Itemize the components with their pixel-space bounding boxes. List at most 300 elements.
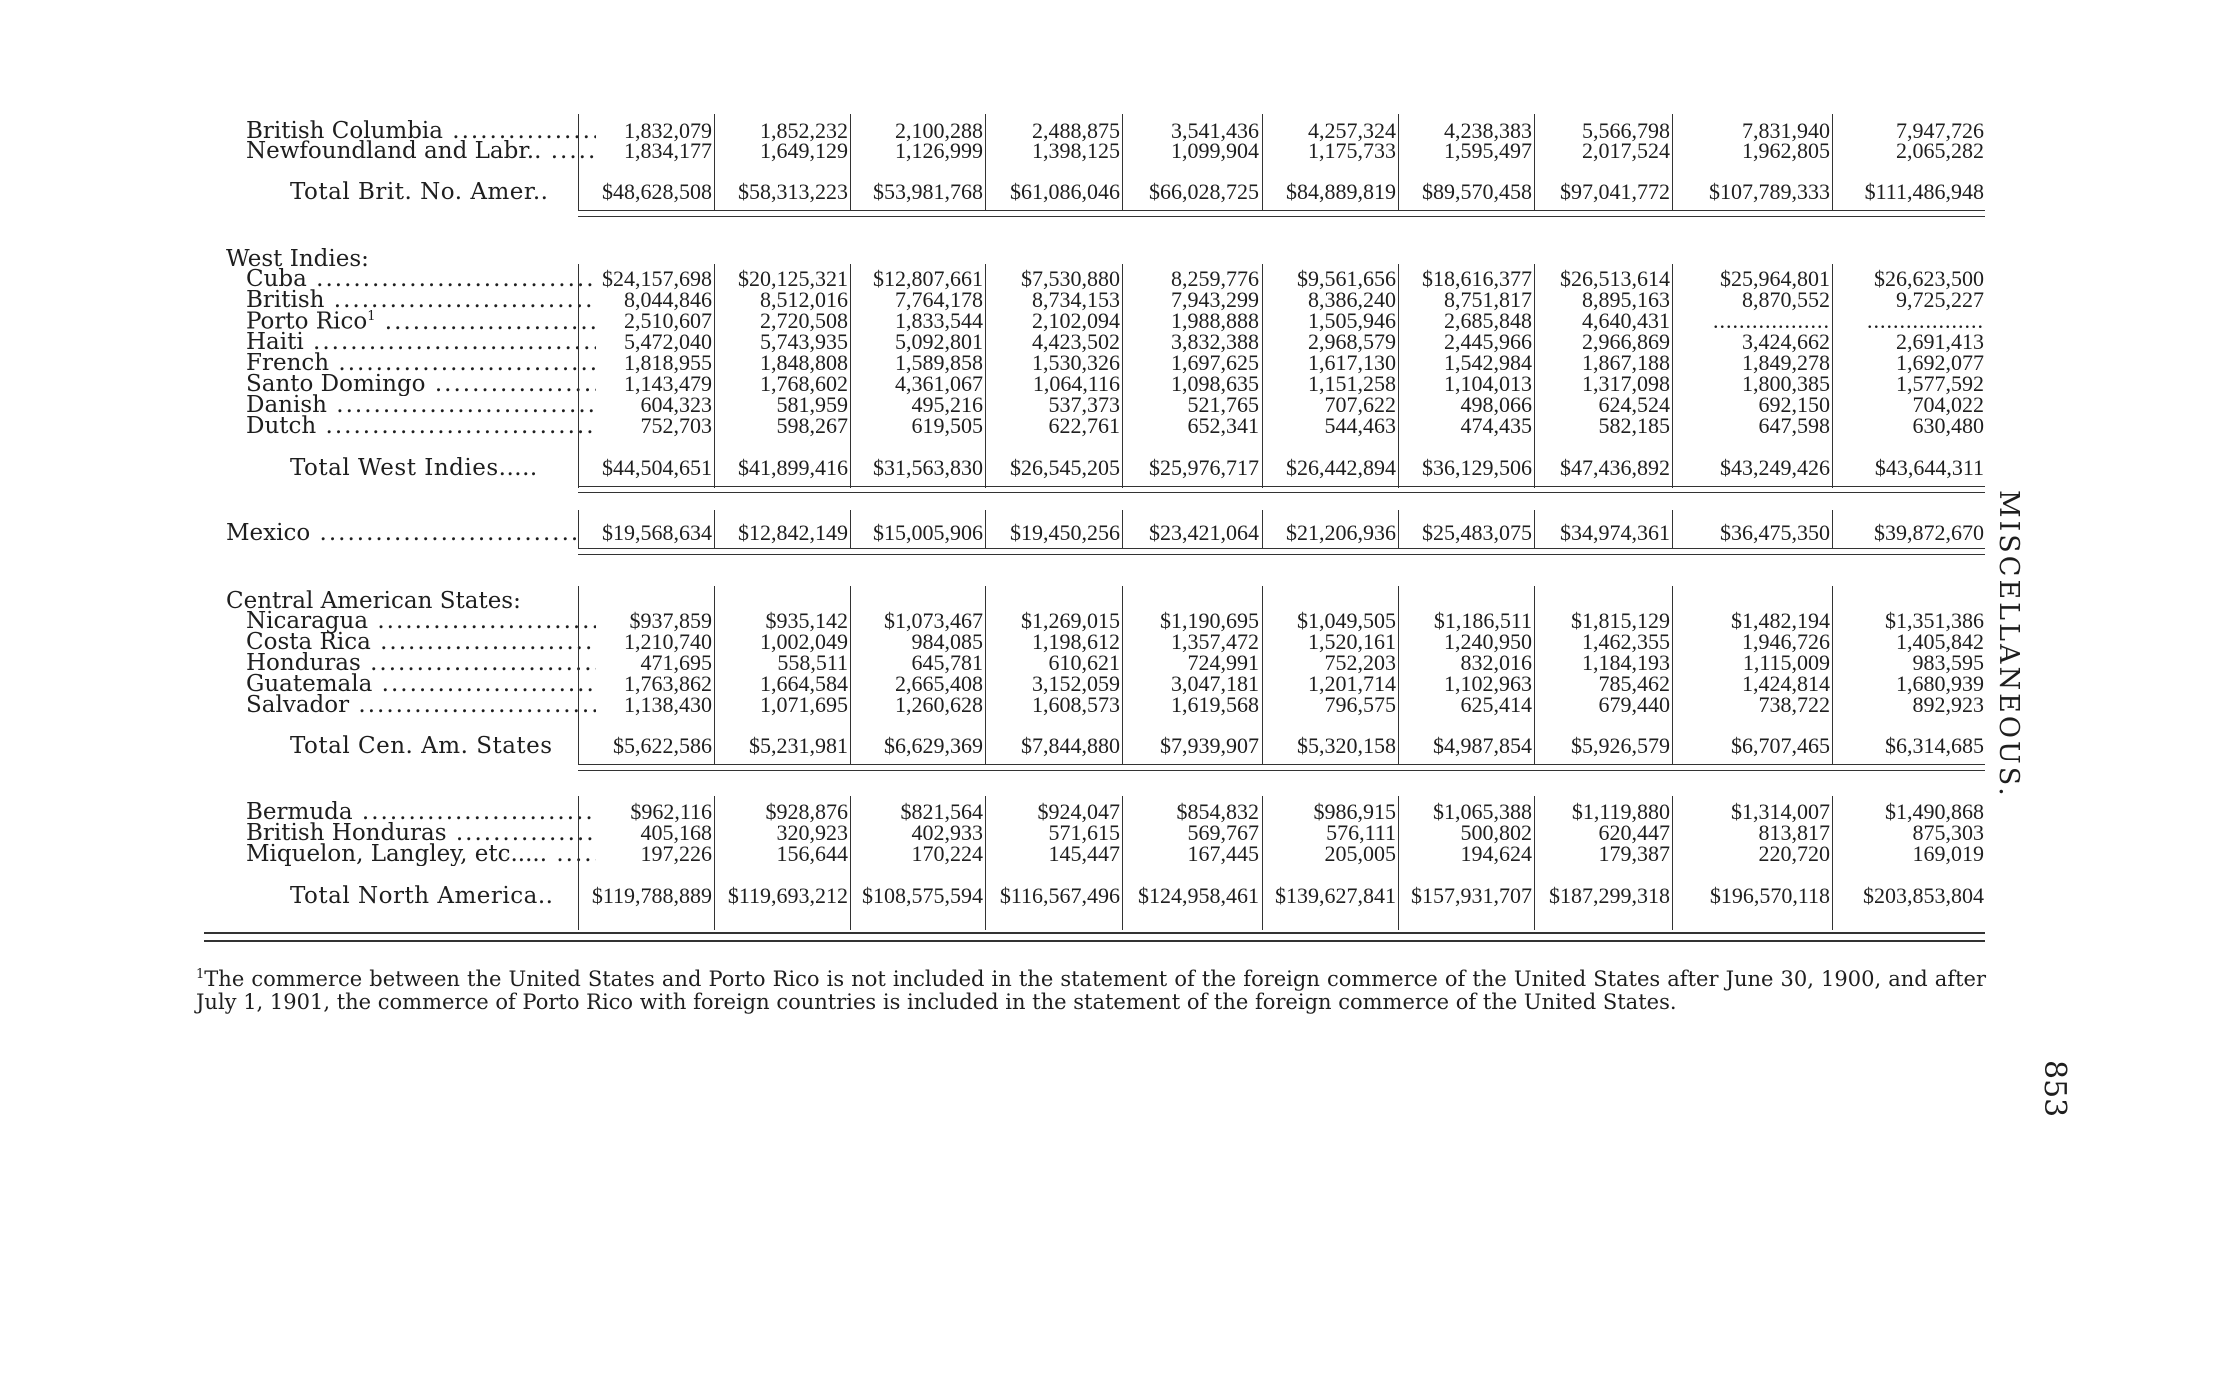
- column-rule: [1122, 114, 1123, 210]
- table-cell: 4,238,383: [1444, 118, 1532, 143]
- table-cell: $5,231,981: [749, 733, 848, 758]
- row-label: [246, 415, 596, 438]
- column-rule: [850, 796, 851, 930]
- row-label-text: Haiti: [246, 331, 304, 354]
- column-rule: [1262, 264, 1263, 488]
- table-cell: 724,991: [1187, 650, 1259, 675]
- table-cell: $19,568,634: [602, 520, 712, 545]
- table-cell: 796,575: [1324, 692, 1396, 717]
- row-label-text: Porto Rico: [246, 310, 368, 334]
- row-rule: [578, 210, 1985, 211]
- column-rule: [714, 510, 715, 548]
- row-label: [246, 822, 596, 845]
- table-cell: $97,041,772: [1560, 179, 1670, 204]
- table-cell: 320,923: [776, 820, 848, 845]
- table-cell: $1,351,386: [1885, 608, 1984, 633]
- column-rule: [1262, 114, 1263, 210]
- column-rule: [1398, 264, 1399, 488]
- row-label: [290, 735, 576, 758]
- table-cell: $47,436,892: [1560, 455, 1670, 480]
- column-rule: [1262, 586, 1263, 764]
- column-rule: [1122, 510, 1123, 548]
- table-cell: 498,066: [1460, 392, 1532, 417]
- table-bottom-rule: [204, 940, 1985, 942]
- table-cell: 1,946,726: [1742, 629, 1830, 654]
- table-cell: $26,513,614: [1560, 266, 1670, 291]
- row-label-text: Mexico: [226, 522, 311, 545]
- table-cell: 1,530,326: [1032, 350, 1120, 375]
- table-cell: 1,848,808: [760, 350, 848, 375]
- column-rule: [1832, 586, 1833, 764]
- table-cell: 3,832,388: [1171, 329, 1259, 354]
- column-rule: [1398, 586, 1399, 764]
- column-rule: [1398, 510, 1399, 548]
- table-cell: $187,299,318: [1549, 883, 1670, 908]
- column-rule: [850, 264, 851, 488]
- table-cell: 1,692,077: [1896, 350, 1984, 375]
- table-cell: 1,833,544: [895, 308, 983, 333]
- table-cell: 1,617,130: [1308, 350, 1396, 375]
- row-label-text: Total West Indies.....: [290, 457, 538, 480]
- table-cell: $116,567,496: [999, 883, 1120, 908]
- row-label-text: Salvador: [246, 694, 350, 717]
- table-cell: 2,100,288: [895, 118, 983, 143]
- table-cell: 1,849,278: [1742, 350, 1830, 375]
- table-cell: $119,788,889: [591, 883, 712, 908]
- table-cell: $24,157,698: [602, 266, 712, 291]
- column-rule: [1672, 510, 1673, 548]
- table-cell: $6,314,685: [1885, 733, 1984, 758]
- row-label-text: Total Brit. No. Amer..: [290, 181, 549, 204]
- table-cell: 169,019: [1912, 841, 1984, 866]
- table-cell: 7,764,178: [895, 287, 983, 312]
- column-rule: [1122, 586, 1123, 764]
- table-cell: 1,002,049: [760, 629, 848, 654]
- column-rule: [1832, 264, 1833, 488]
- table-cell: 1,405,842: [1896, 629, 1984, 654]
- table-cell: $36,475,350: [1720, 520, 1830, 545]
- table-cell: 3,152,059: [1032, 671, 1120, 696]
- column-rule: [714, 114, 715, 210]
- table-cell: $108,575,594: [862, 883, 983, 908]
- table-cell: $1,049,505: [1297, 608, 1396, 633]
- column-rule: [1672, 114, 1673, 210]
- table-cell: 4,640,431: [1582, 308, 1670, 333]
- table-cell: 5,566,798: [1582, 118, 1670, 143]
- table-cell: 8,734,153: [1032, 287, 1120, 312]
- row-label-text: Costa Rica: [246, 631, 371, 654]
- column-rule: [1398, 114, 1399, 210]
- table-cell: 5,092,801: [895, 329, 983, 354]
- table-cell: $25,976,717: [1149, 455, 1259, 480]
- table-cell: 5,472,040: [624, 329, 712, 354]
- row-rule: [578, 216, 1985, 217]
- column-rule: [985, 114, 986, 210]
- table-cell: 8,895,163: [1582, 287, 1670, 312]
- table-cell: 1,867,188: [1582, 350, 1670, 375]
- row-label-text: Bermuda: [246, 801, 353, 824]
- table-cell: 571,615: [1048, 820, 1120, 845]
- table-cell: 145,447: [1048, 841, 1120, 866]
- table-cell: 785,462: [1598, 671, 1670, 696]
- table-cell: 2,488,875: [1032, 118, 1120, 143]
- row-label: [290, 885, 576, 908]
- table-cell: $58,313,223: [738, 179, 848, 204]
- table-cell: 2,102,094: [1032, 308, 1120, 333]
- page-number: 853: [2037, 1060, 2072, 1118]
- row-label: [226, 522, 576, 545]
- table-cell: $1,073,467: [884, 608, 983, 633]
- column-rule: [1672, 586, 1673, 764]
- table-cell: 1,143,479: [624, 371, 712, 396]
- table-cell: 1,800,385: [1742, 371, 1830, 396]
- table-cell: 1,542,984: [1444, 350, 1532, 375]
- table-cell: $1,490,868: [1885, 799, 1984, 824]
- table-cell: 4,257,324: [1308, 118, 1396, 143]
- row-label: [246, 610, 596, 633]
- table-cell: 581,959: [776, 392, 848, 417]
- table-cell: 1,505,946: [1308, 308, 1396, 333]
- table-cell: $26,623,500: [1874, 266, 1984, 291]
- table-cell: $157,931,707: [1411, 883, 1532, 908]
- table-cell: $53,981,768: [873, 179, 983, 204]
- row-label: [246, 843, 596, 866]
- table-cell: $119,693,212: [727, 883, 848, 908]
- table-cell: 598,267: [776, 413, 848, 438]
- table-cell: 544,463: [1324, 413, 1396, 438]
- table-cell: 652,341: [1187, 413, 1259, 438]
- row-label: [246, 352, 596, 375]
- column-rule: [1122, 264, 1123, 488]
- row-label: [246, 394, 596, 417]
- table-cell: $1,269,015: [1021, 608, 1120, 633]
- table-cell: 752,203: [1324, 650, 1396, 675]
- table-cell: 495,216: [911, 392, 983, 417]
- table-cell: 1,071,695: [760, 692, 848, 717]
- table-cell: 1,175,733: [1308, 138, 1396, 163]
- footnote: [196, 963, 1986, 1014]
- table-cell: 604,323: [640, 392, 712, 417]
- table-cell: 220,720: [1758, 841, 1830, 866]
- table-cell: 2,691,413: [1896, 329, 1984, 354]
- table-cell: $43,644,311: [1874, 455, 1984, 480]
- table-cell: $1,119,880: [1571, 799, 1670, 824]
- table-cell: $23,421,064: [1149, 520, 1259, 545]
- row-label-text: Danish: [246, 394, 327, 417]
- table-cell: $928,876: [765, 799, 848, 824]
- row-label-text: Santo Domingo: [246, 373, 426, 396]
- table-cell: 832,016: [1460, 650, 1532, 675]
- table-cell: $6,629,369: [884, 733, 983, 758]
- column-rule: [850, 586, 851, 764]
- table-cell: 3,541,436: [1171, 118, 1259, 143]
- table-cell: 1,577,592: [1896, 371, 1984, 396]
- table-cell: 1,240,950: [1444, 629, 1532, 654]
- table-cell: 620,447: [1598, 820, 1670, 845]
- table-cell: 7,943,299: [1171, 287, 1259, 312]
- column-rule: [1534, 114, 1535, 210]
- table-cell: 1,317,098: [1582, 371, 1670, 396]
- table-cell: 197,226: [640, 841, 712, 866]
- row-label-text: British Honduras: [246, 822, 447, 845]
- column-rule: [1832, 510, 1833, 548]
- table-cell: 622,761: [1048, 413, 1120, 438]
- table-cell: $12,807,661: [873, 266, 983, 291]
- row-label: [246, 694, 596, 717]
- row-label: [246, 331, 596, 354]
- table-cell: 8,044,846: [624, 287, 712, 312]
- row-label: [246, 373, 596, 396]
- column-rule: [578, 114, 579, 210]
- table-cell: 1,832,079: [624, 118, 712, 143]
- table-cell: 471,695: [640, 650, 712, 675]
- table-cell: 704,022: [1912, 392, 1984, 417]
- table-cell: $41,899,416: [738, 455, 848, 480]
- table-cell: 1,818,955: [624, 350, 712, 375]
- row-rule: [578, 548, 1985, 549]
- table-cell: $196,570,118: [1709, 883, 1830, 908]
- table-cell: $937,859: [629, 608, 712, 633]
- table-cell: 1,102,963: [1444, 671, 1532, 696]
- table-cell: $36,129,506: [1422, 455, 1532, 480]
- table-cell: $107,789,333: [1709, 179, 1830, 204]
- table-cell: $66,028,725: [1149, 179, 1259, 204]
- table-cell: 619,505: [911, 413, 983, 438]
- table-cell: 610,621: [1048, 650, 1120, 675]
- table-cell: 679,440: [1598, 692, 1670, 717]
- table-cell: 1,098,635: [1171, 371, 1259, 396]
- table-cell: 2,685,848: [1444, 308, 1532, 333]
- column-rule: [985, 510, 986, 548]
- table-cell: 1,138,430: [624, 692, 712, 717]
- table-cell: 707,622: [1324, 392, 1396, 417]
- column-rule: [714, 796, 715, 930]
- table-cell: 813,817: [1758, 820, 1830, 845]
- table-cell: 1,520,161: [1308, 629, 1396, 654]
- table-cell: $1,314,007: [1731, 799, 1830, 824]
- table-cell: 2,445,966: [1444, 329, 1532, 354]
- table-cell: $124,958,461: [1138, 883, 1259, 908]
- table-cell: $935,142: [765, 608, 848, 633]
- column-rule: [1534, 586, 1535, 764]
- table-cell: 205,005: [1324, 841, 1396, 866]
- table-cell: 3,424,662: [1742, 329, 1830, 354]
- table-cell: 1,852,232: [760, 118, 848, 143]
- table-cell: 692,150: [1758, 392, 1830, 417]
- column-rule: [985, 796, 986, 930]
- row-label: [246, 289, 596, 312]
- column-rule: [985, 586, 986, 764]
- table-cell: $39,872,670: [1874, 520, 1984, 545]
- table-cell: 1,962,805: [1742, 138, 1830, 163]
- table-cell: 2,510,607: [624, 308, 712, 333]
- table-cell: $1,186,511: [1433, 608, 1532, 633]
- table-cell: $7,530,880: [1021, 266, 1120, 291]
- row-label-text: Cuba: [246, 268, 307, 291]
- table-cell: 167,445: [1187, 841, 1259, 866]
- table-cell: 8,386,240: [1308, 287, 1396, 312]
- table-cell: 630,480: [1912, 413, 1984, 438]
- table-cell: 1,608,573: [1032, 692, 1120, 717]
- column-rule: [1534, 510, 1535, 548]
- table-cell: 625,414: [1460, 692, 1532, 717]
- empty-cell-leader: ..................: [1867, 308, 1984, 333]
- table-cell: 8,870,552: [1742, 287, 1830, 312]
- table-cell: 1,697,625: [1171, 350, 1259, 375]
- row-label-text: Nicaragua: [246, 610, 369, 633]
- table-cell: 170,224: [911, 841, 983, 866]
- table-cell: $21,206,936: [1286, 520, 1396, 545]
- table-cell: 1,198,612: [1032, 629, 1120, 654]
- table-cell: 1,184,193: [1582, 650, 1670, 675]
- table-cell: $48,628,508: [602, 179, 712, 204]
- footnote-mark: 1: [196, 967, 205, 982]
- table-cell: 1,664,584: [760, 671, 848, 696]
- table-cell: 4,361,067: [895, 371, 983, 396]
- table-cell: $7,844,880: [1021, 733, 1120, 758]
- table-cell: 2,720,508: [760, 308, 848, 333]
- table-cell: $25,483,075: [1422, 520, 1532, 545]
- row-label: [246, 140, 596, 163]
- table-cell: 402,933: [911, 820, 983, 845]
- table-cell: $61,086,046: [1010, 179, 1120, 204]
- column-rule: [850, 510, 851, 548]
- table-cell: $26,545,205: [1010, 455, 1120, 480]
- table-cell: 1,834,177: [624, 138, 712, 163]
- column-rule: [1832, 114, 1833, 210]
- column-rule: [1832, 796, 1833, 930]
- table-cell: 983,595: [1912, 650, 1984, 675]
- row-rule: [578, 770, 1985, 771]
- row-label-text: British Columbia: [246, 120, 443, 143]
- table-cell: 582,185: [1598, 413, 1670, 438]
- column-rule: [578, 796, 579, 930]
- row-label-text: Total Cen. Am. States: [290, 735, 553, 758]
- table-cell: 521,765: [1187, 392, 1259, 417]
- table-cell: 892,923: [1912, 692, 1984, 717]
- table-cell: $9,561,656: [1297, 266, 1396, 291]
- row-label-text: Newfoundland and Labr..: [246, 140, 542, 163]
- table-cell: 752,703: [640, 413, 712, 438]
- table-cell: 156,644: [776, 841, 848, 866]
- table-cell: $1,815,129: [1571, 608, 1670, 633]
- table-cell: 1,210,740: [624, 629, 712, 654]
- table-cell: 1,424,814: [1742, 671, 1830, 696]
- row-rule: [578, 486, 1985, 487]
- table-cell: 1,398,125: [1032, 138, 1120, 163]
- table-cell: 8,259,776: [1171, 266, 1259, 291]
- table-cell: 875,303: [1912, 820, 1984, 845]
- table-cell: 738,722: [1758, 692, 1830, 717]
- table-cell: 8,512,016: [760, 287, 848, 312]
- row-label-text: Honduras: [246, 652, 361, 675]
- empty-cell-leader: ..................: [1713, 308, 1830, 333]
- table-cell: $1,482,194: [1731, 608, 1830, 633]
- column-rule: [1122, 796, 1123, 930]
- table-cell: 2,665,408: [895, 671, 983, 696]
- column-rule: [985, 264, 986, 488]
- row-label: [290, 457, 576, 480]
- table-cell: 5,743,935: [760, 329, 848, 354]
- row-label: [290, 181, 576, 204]
- table-cell: $4,987,854: [1433, 733, 1532, 758]
- table-cell: 645,781: [911, 650, 983, 675]
- table-cell: $5,320,158: [1297, 733, 1396, 758]
- table-cell: 9,725,227: [1896, 287, 1984, 312]
- row-rule: [578, 554, 1985, 555]
- table-cell: 194,624: [1460, 841, 1532, 866]
- table-cell: 1,768,602: [760, 371, 848, 396]
- table-cell: 8,751,817: [1444, 287, 1532, 312]
- table-cell: $986,915: [1313, 799, 1396, 824]
- table-cell: 1,595,497: [1444, 138, 1532, 163]
- column-rule: [1262, 510, 1263, 548]
- table-cell: 2,966,869: [1582, 329, 1670, 354]
- table-cell: 1,462,355: [1582, 629, 1670, 654]
- row-label-text: Guatemala: [246, 673, 373, 696]
- row-rule: [578, 492, 1985, 493]
- table-cell: 576,111: [1326, 820, 1396, 845]
- column-rule: [1672, 264, 1673, 488]
- footnote-text: The commerce between the United States and Porto Rico is not included in the statement of the foreign commerce of the United States after June 30, 1900, and after July 1, 1901, the commerce of Porto Rico with foreign countries is included in the statement of the foreign commerce of the United States.: [196, 967, 1986, 1014]
- table-cell: 984,085: [911, 629, 983, 654]
- table-cell: $854,832: [1176, 799, 1259, 824]
- table-cell: 405,168: [640, 820, 712, 845]
- table-cell: 647,598: [1758, 413, 1830, 438]
- table-cell: 537,373: [1048, 392, 1120, 417]
- row-label: [246, 801, 596, 824]
- row-label: [246, 268, 596, 291]
- table-cell: $20,125,321: [738, 266, 848, 291]
- table-cell: 179,387: [1598, 841, 1670, 866]
- footnote-reference: 1: [367, 310, 376, 324]
- table-cell: 3,047,181: [1171, 671, 1259, 696]
- column-rule: [1534, 796, 1535, 930]
- column-rule: [578, 586, 579, 764]
- table-cell: 569,767: [1187, 820, 1259, 845]
- column-rule: [1672, 796, 1673, 930]
- table-cell: 2,017,524: [1582, 138, 1670, 163]
- table-cell: 1,099,904: [1171, 138, 1259, 163]
- table-cell: 7,831,940: [1742, 118, 1830, 143]
- table-cell: 558,511: [777, 650, 848, 675]
- row-label-text: Total North America..: [290, 885, 554, 908]
- column-rule: [578, 264, 579, 488]
- table-cell: 1,589,858: [895, 350, 983, 375]
- table-cell: $203,853,804: [1863, 883, 1984, 908]
- table-cell: $43,249,426: [1720, 455, 1830, 480]
- table-cell: 1,988,888: [1171, 308, 1259, 333]
- row-rule: [578, 764, 1985, 765]
- table-cell: $5,622,586: [613, 733, 712, 758]
- table-cell: 7,947,726: [1896, 118, 1984, 143]
- table-cell: $5,926,579: [1571, 733, 1670, 758]
- column-rule: [714, 586, 715, 764]
- table-cell: $19,450,256: [1010, 520, 1120, 545]
- table-bottom-rule: [204, 932, 1985, 934]
- table-cell: $111,486,948: [1864, 179, 1984, 204]
- table-cell: 2,968,579: [1308, 329, 1396, 354]
- table-cell: $26,442,894: [1286, 455, 1396, 480]
- table-cell: $6,707,465: [1731, 733, 1830, 758]
- row-label-text: French: [246, 352, 330, 375]
- row-label-text: Dutch: [246, 415, 317, 438]
- table-cell: 474,435: [1460, 413, 1532, 438]
- row-label: [246, 652, 596, 675]
- row-label-text: West Indies:: [226, 248, 369, 271]
- row-label-text: Central American States:: [226, 590, 521, 613]
- table-cell: 1,126,999: [895, 138, 983, 163]
